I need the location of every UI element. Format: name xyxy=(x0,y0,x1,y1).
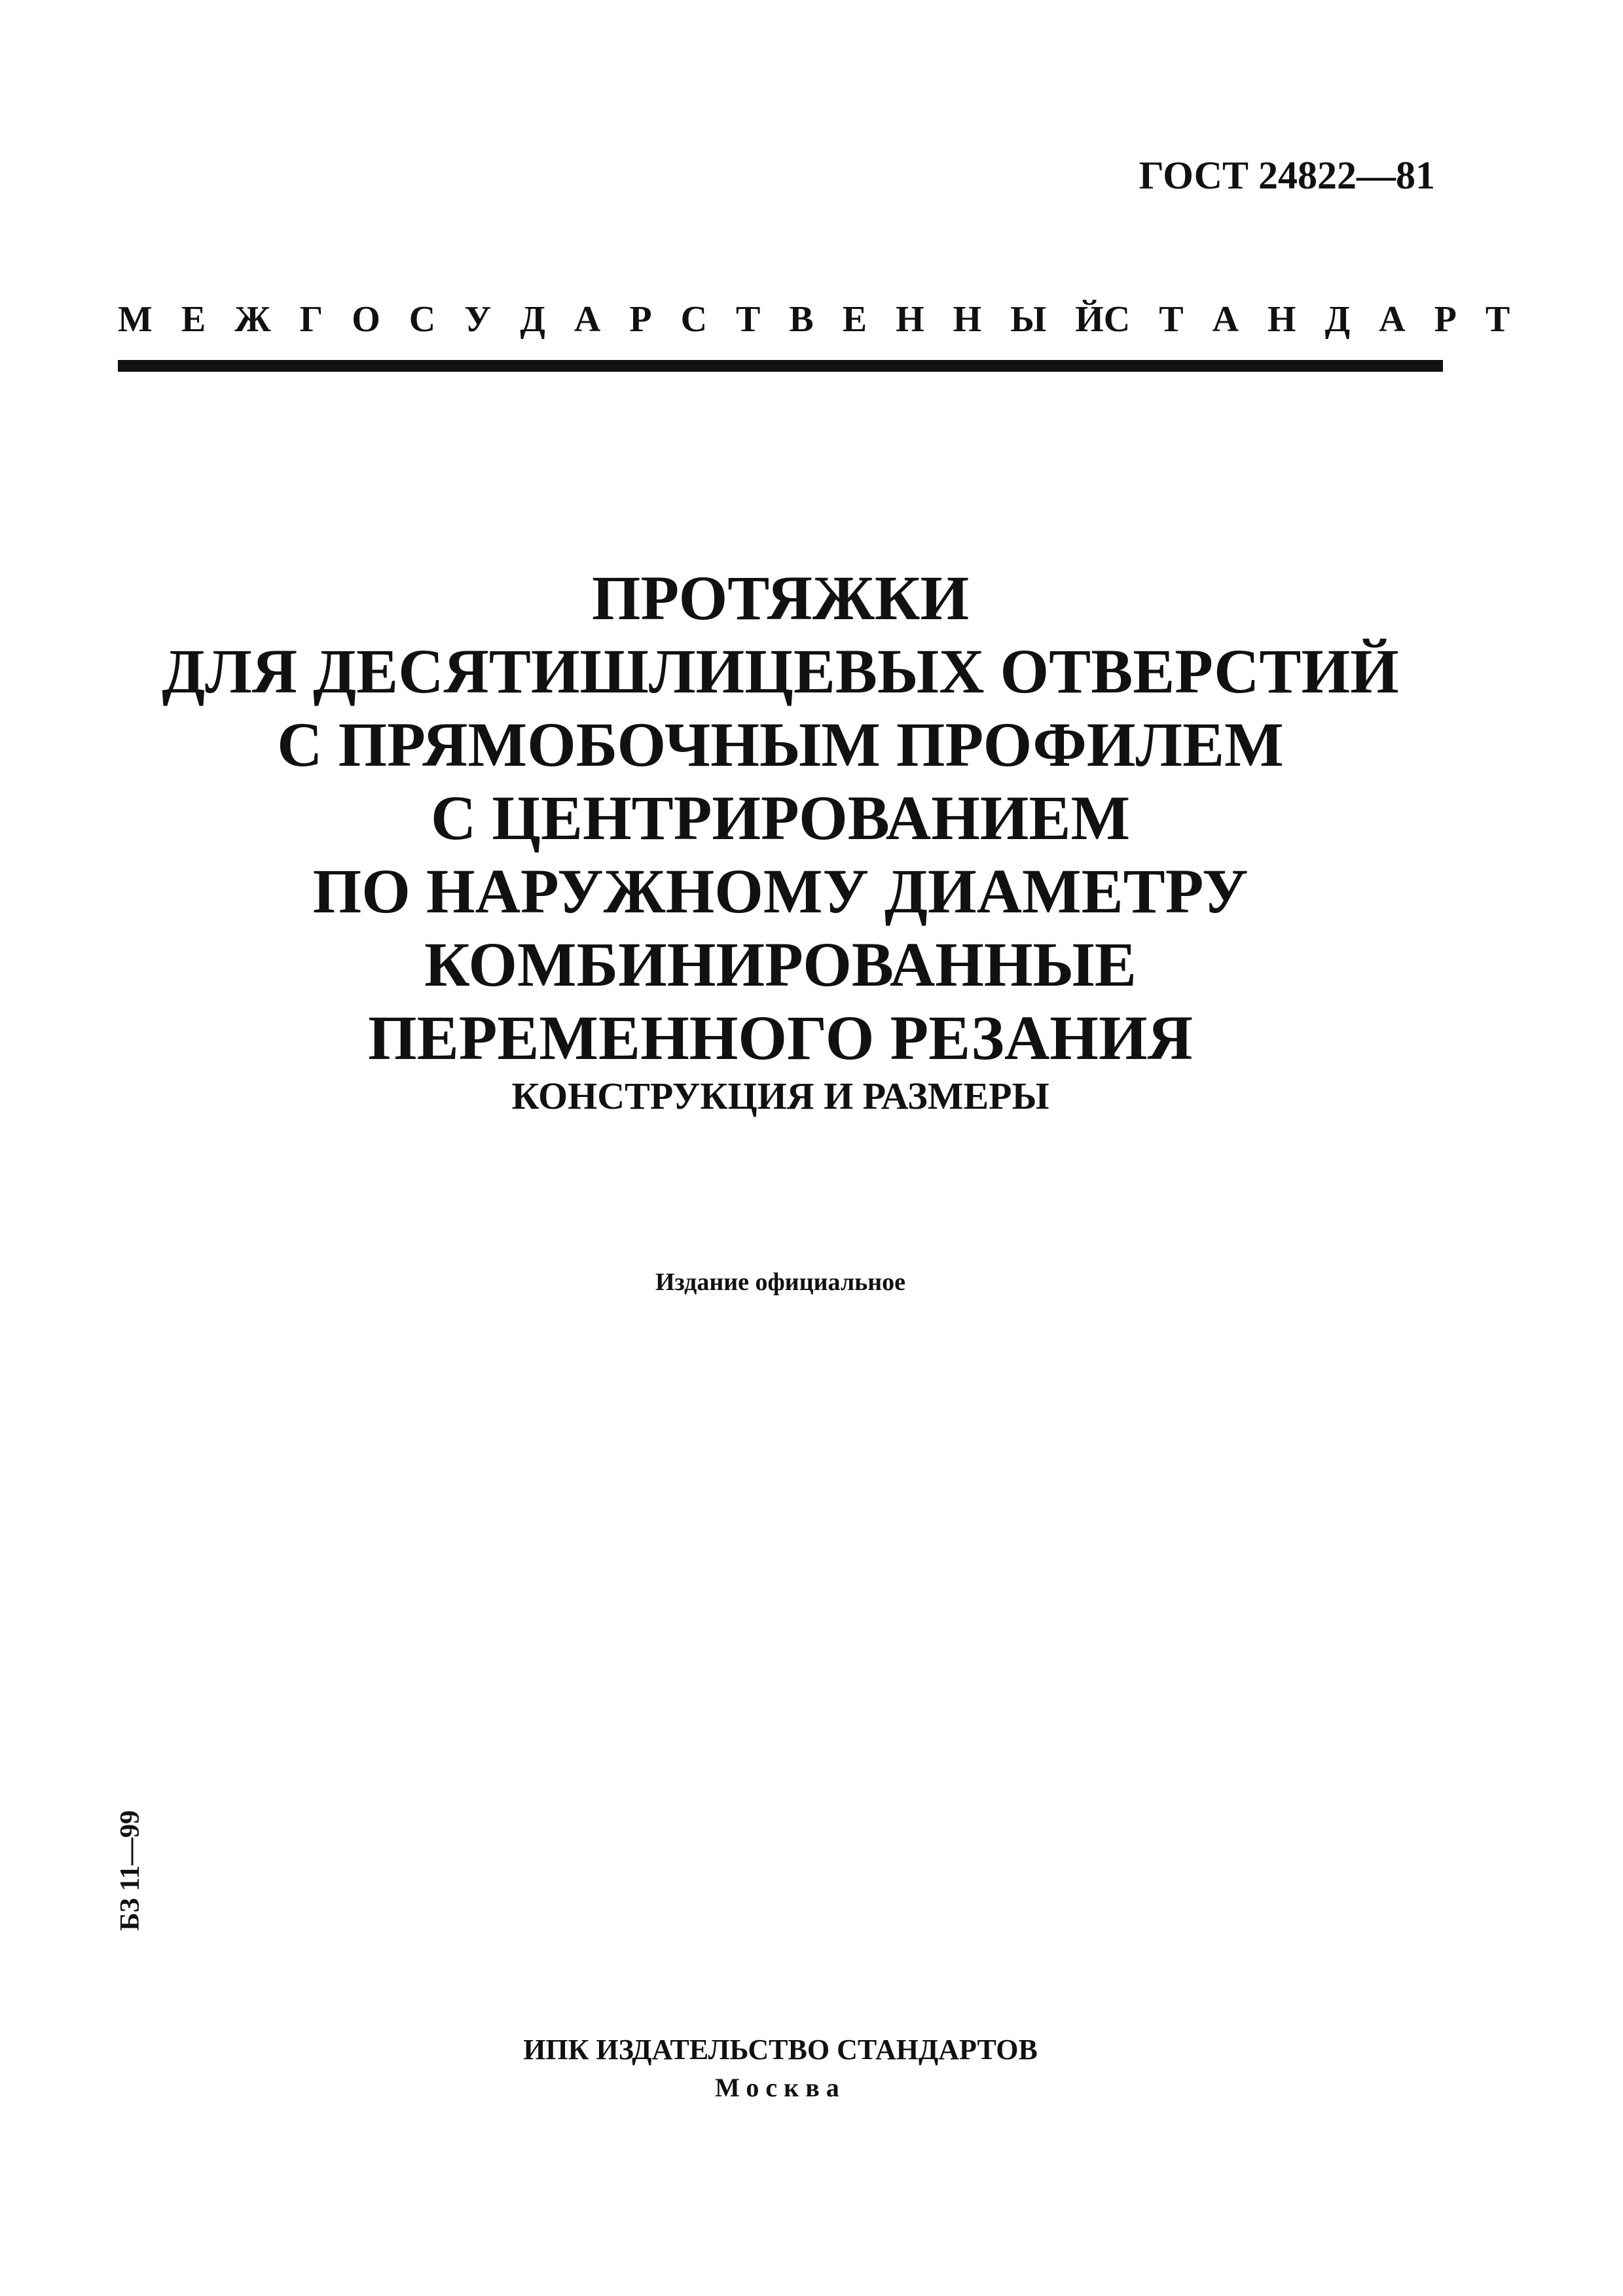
publisher-name: ИПК ИЗДАТЕЛЬСТВО СТАНДАРТОВ xyxy=(523,2034,1038,2066)
category-word-1: М Е Ж Г О С У Д А Р С Т В Е Н Н Ы Й xyxy=(118,299,1104,340)
title-line: С ЦЕНТРИРОВАНИЕМ xyxy=(430,783,1131,853)
side-code: БЗ 11—99 xyxy=(115,1810,145,1931)
title-line: С ПРЯМОБОЧНЫМ ПРОФИЛЕМ xyxy=(277,709,1284,780)
title-line: ПЕРЕМЕННОГО РЕЗАНИЯ xyxy=(368,1003,1193,1073)
document-subtitle: КОНСТРУКЦИЯ И РАЗМЕРЫ xyxy=(511,1075,1049,1117)
document-number: ГОСТ 24822—81 xyxy=(1139,154,1435,197)
standard-category-header xyxy=(118,299,1510,340)
header-divider xyxy=(118,360,1443,372)
edition-note: Издание официальное xyxy=(655,1268,905,1296)
document-title xyxy=(118,562,1443,1075)
title-line: ДЛЯ ДЕСЯТИШЛИЦЕВЫХ ОТВЕРСТИЙ xyxy=(162,636,1399,706)
title-line: КОМБИНИРОВАННЫЕ xyxy=(424,929,1137,999)
publisher-city: Москва xyxy=(715,2073,846,2102)
category-word-2: С Т А Н Д А Р Т xyxy=(1103,299,1510,340)
title-line: ПРОТЯЖКИ xyxy=(591,563,970,633)
title-line: ПО НАРУЖНОМУ ДИАМЕТРУ xyxy=(312,856,1249,926)
